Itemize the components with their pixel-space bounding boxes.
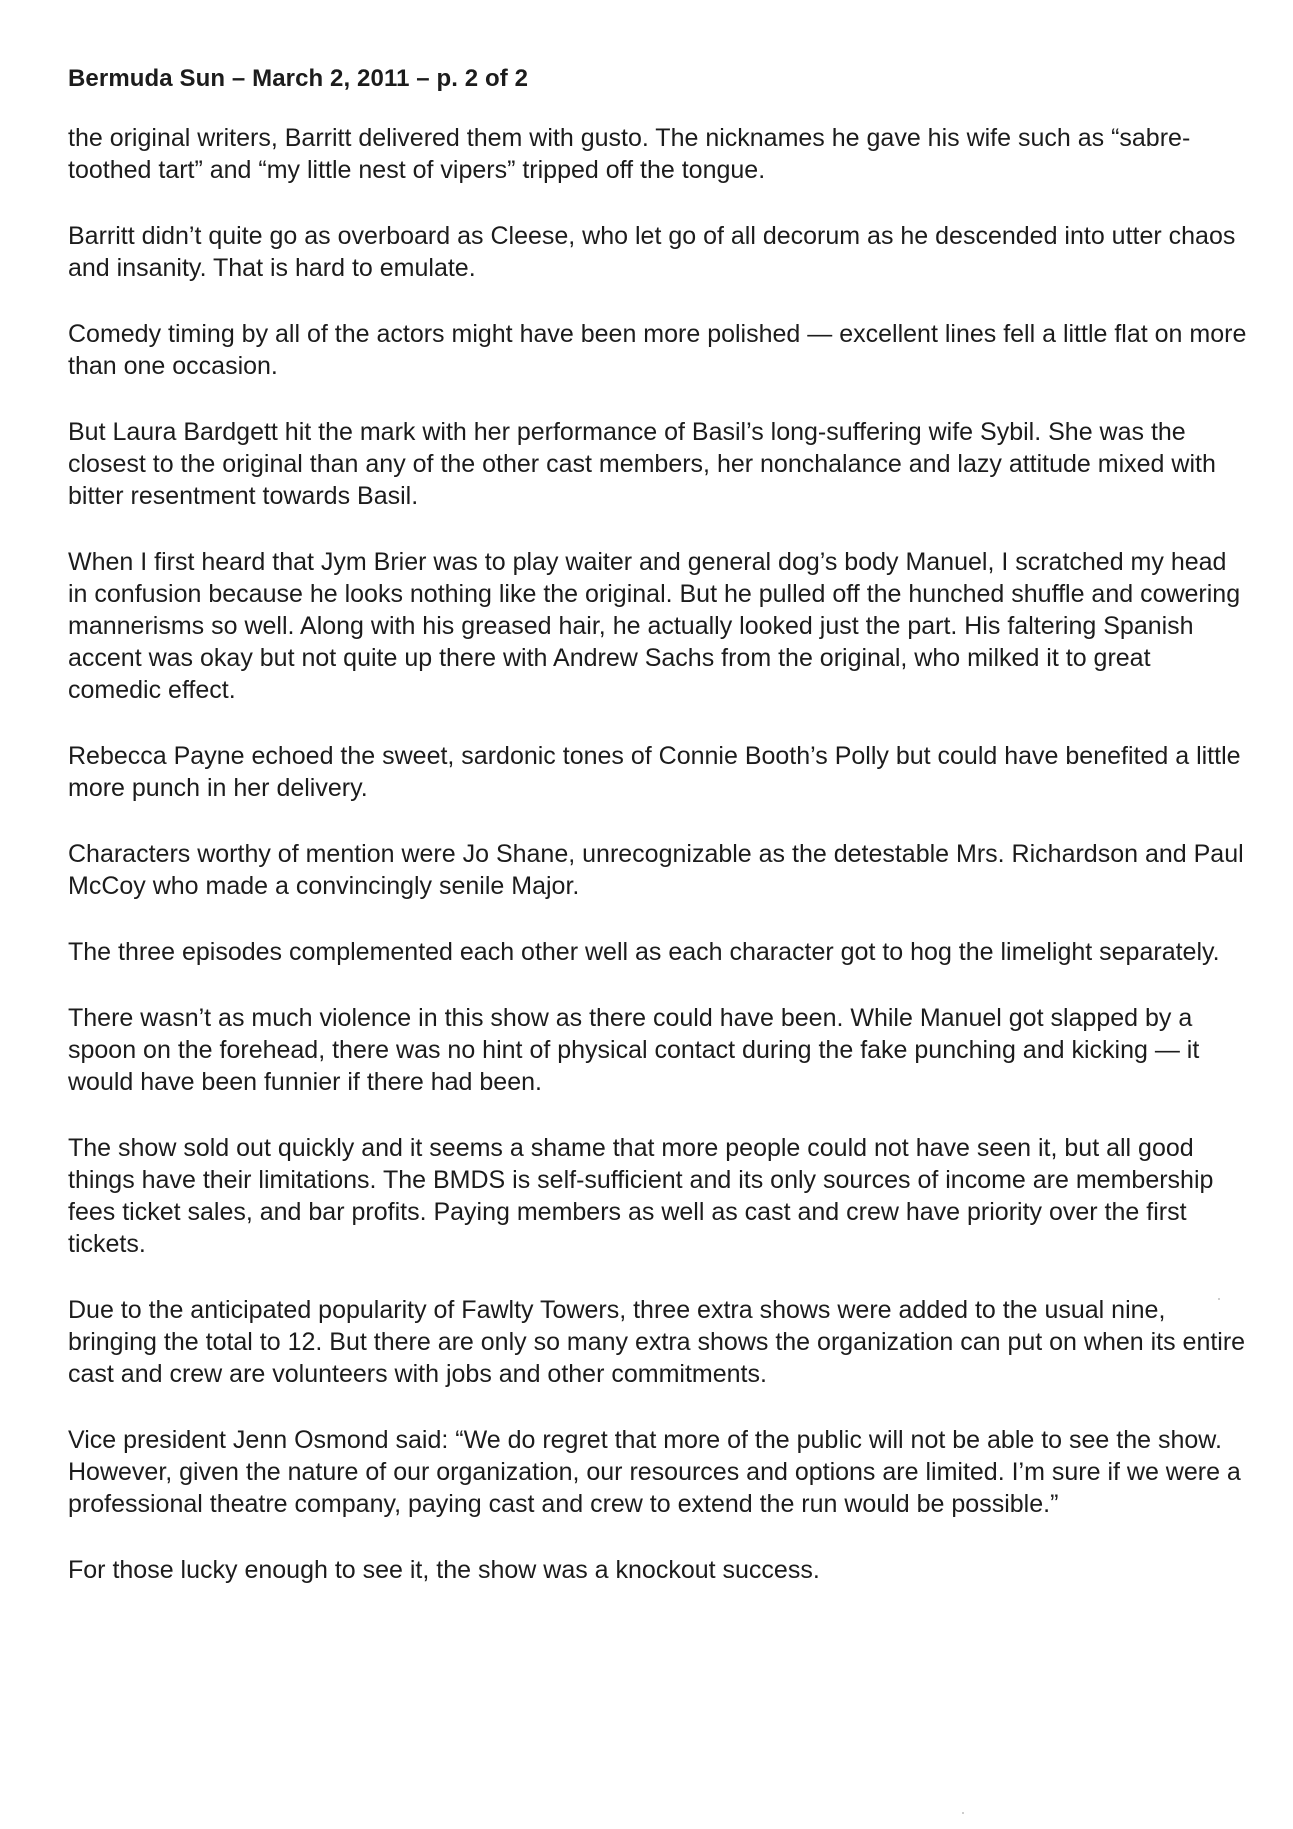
- paragraph-4: But Laura Bardgett hit the mark with her performance of Basil’s long-suffering wife Sybil. She was the closest to the original than any of the other cast members, her nonchalance and lazy attitude mixed with bitter resentment towards Basil.: [68, 418, 1216, 510]
- paragraph-13: For those lucky enough to see it, the show was a knockout success.: [68, 1556, 820, 1584]
- scan-speck: [962, 1812, 964, 1814]
- paragraph-3: Comedy timing by all of the actors might have been more polished — excellent lines fell a little flat on more than one occasion.: [68, 320, 1247, 380]
- paragraph-1: the original writers, Barritt delivered them with gusto. The nicknames he gave his wife such as “sabre-toothed tart” and “my little nest of vipers” tripped off the tongue.: [68, 124, 1191, 184]
- scan-speck: [1218, 1298, 1220, 1300]
- page-header: Bermuda Sun – March 2, 2011 – p. 2 of 2: [68, 65, 529, 92]
- paragraph-8: The three episodes complemented each other well as each character got to hog the limelight separately.: [68, 938, 1220, 966]
- paragraph-12: Vice president Jenn Osmond said: “We do regret that more of the public will not be able to see the show. However, given the nature of our organization, our resources and options are limited. I’m sure if we were a professional theatre company, paying cast and crew to extend the run would be possible.”: [68, 1426, 1241, 1518]
- document-page: [68, 64, 1248, 1620]
- paragraph-6: Rebecca Payne echoed the sweet, sardonic tones of Connie Booth’s Polly but could have benefited a little more punch in her delivery.: [68, 742, 1241, 802]
- paragraph-7: Characters worthy of mention were Jo Shane, unrecognizable as the detestable Mrs. Richardson and Paul McCoy who made a convincingly senile Major.: [68, 840, 1244, 900]
- paragraph-2: Barritt didn’t quite go as overboard as Cleese, who let go of all decorum as he descended into utter chaos and insanity. That is hard to emulate.: [68, 222, 1236, 282]
- paragraph-10: The show sold out quickly and it seems a shame that more people could not have seen it, but all good things have their limitations. The BMDS is self-sufficient and its only sources of income are membership fees ticket sales, and bar profits. Paying members as well as cast and crew have priority over the first tickets.: [68, 1134, 1214, 1258]
- paragraph-9: There wasn’t as much violence in this show as there could have been. While Manuel got slapped by a spoon on the forehead, there was no hint of physical contact during the fake punching and kicking — it would have been funnier if there had been.: [68, 1004, 1200, 1096]
- paragraph-11: Due to the anticipated popularity of Fawlty Towers, three extra shows were added to the usual nine, bringing the total to 12. But there are only so many extra shows the organization can put on when its entire cast and crew are volunteers with jobs and other commitments.: [68, 1296, 1246, 1388]
- paragraph-5: When I first heard that Jym Brier was to play waiter and general dog’s body Manuel, I scratched my head in confusion because he looks nothing like the original. But he pulled off the hunched shuffle and cowering mannerisms so well. Along with his greased hair, he actually looked just the part. His faltering Spanish accent was okay but not quite up there with Andrew Sachs from the original, who milked it to great comedic effect.: [68, 548, 1241, 704]
